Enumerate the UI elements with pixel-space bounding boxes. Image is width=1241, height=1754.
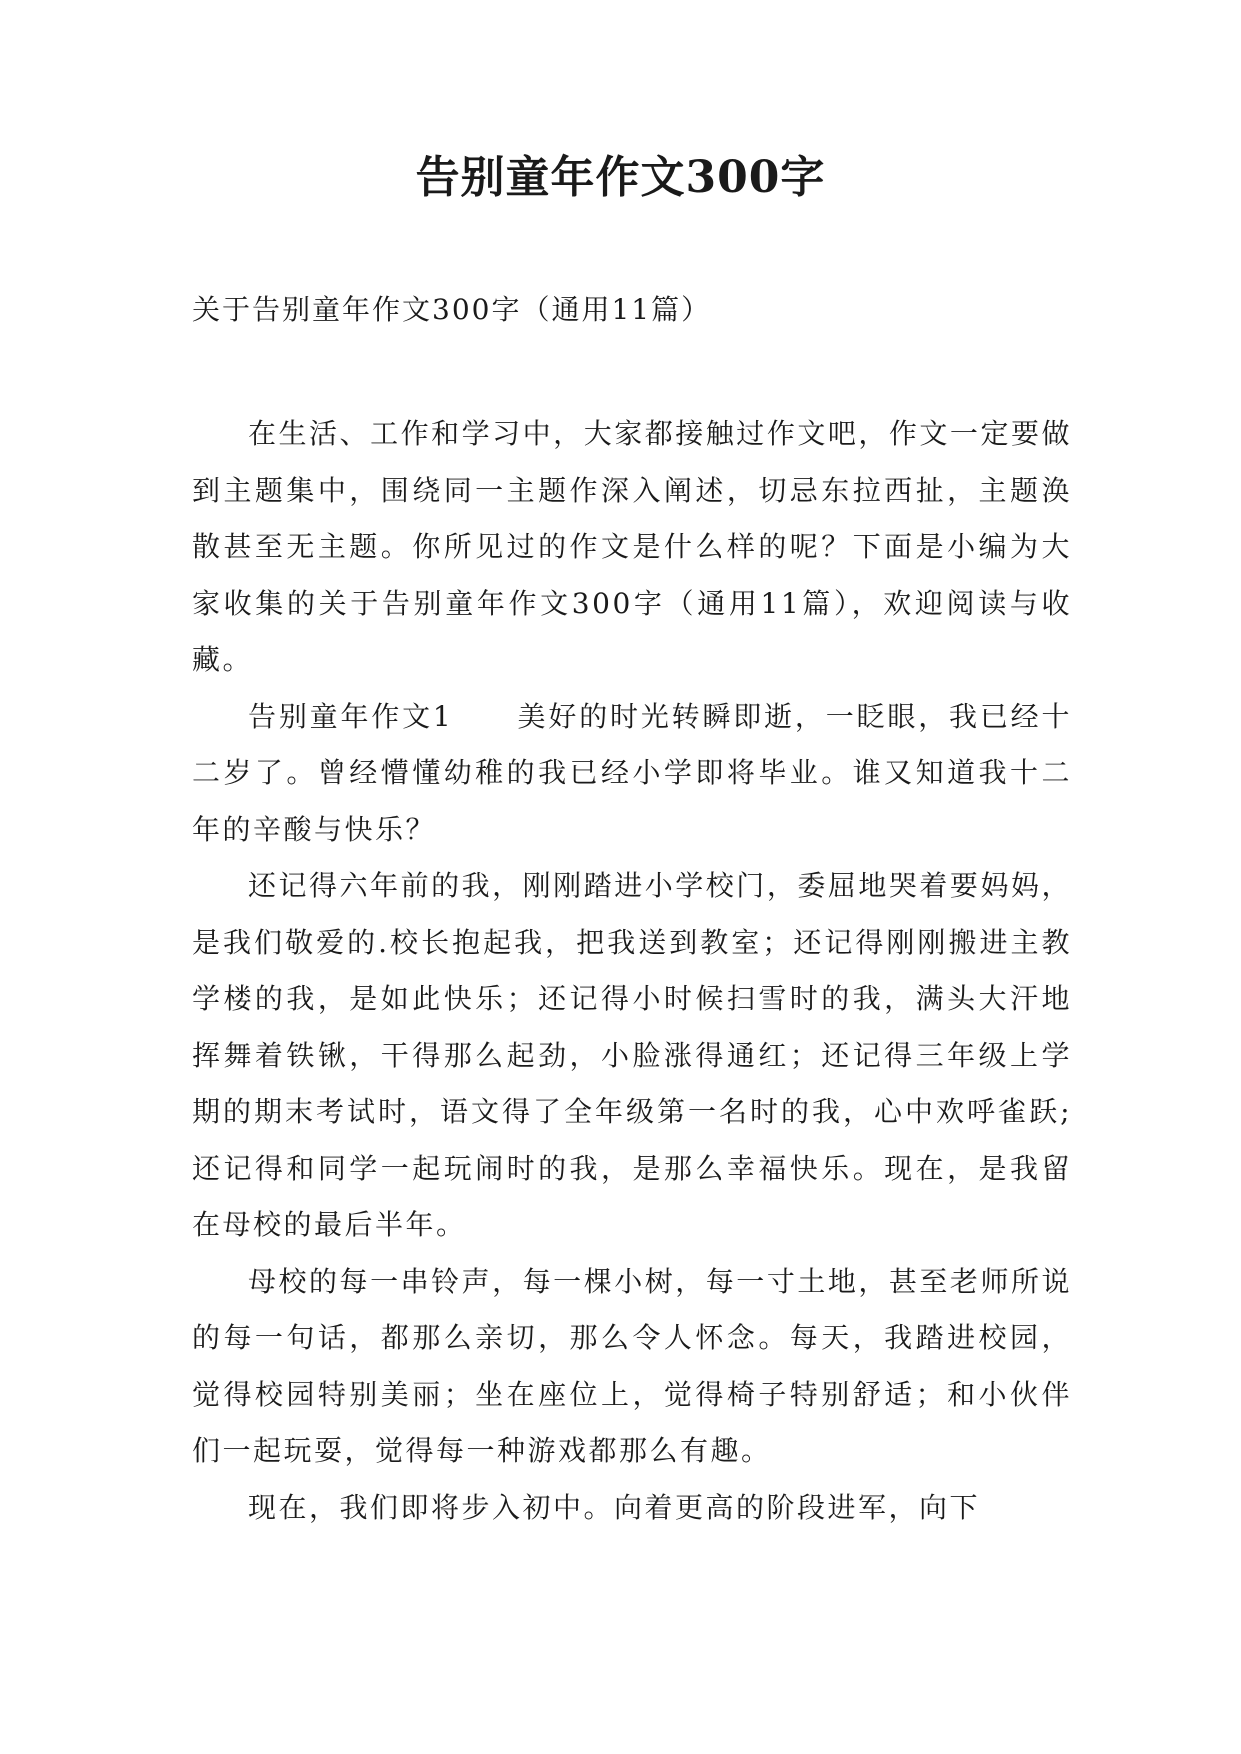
essay-1-heading: 告别童年作文1 [248,699,454,733]
essay-1-paragraph-1 [192,689,1072,859]
essay-1-paragraph-3: 母校的每一串铃声，每一棵小树，每一寸土地，甚至老师所说的每一句话，都那么亲切，那么令人怀念。每天，我踏进校园，觉得校园特别美丽；坐在座位上，觉得椅子特别舒适；和小伙伴们一起玩耍，觉得每一种游戏都那么有趣。 [192,1264,1072,1467]
essay-1-paragraph-2: 还记得六年前的我，刚刚踏进小学校门，委屈地哭着要妈妈，是我们敬爱的.校长抱起我，把我送到教室；还记得刚刚搬进主教学楼的我，是如此快乐；还记得小时候扫雪时的我，满头大汗地挥舞着铁锹，干得那么起劲，小脸涨得通红；还记得三年级上学期的期末考试时，语文得了全年级第一名时的我，心中欢呼雀跃;还记得和同学一起玩闹时的我，是那么幸福快乐。现在，是我留在母校的最后半年。 [192,869,1072,1241]
document-title: 告别童年作文300字 [415,152,826,203]
document-body [192,406,1072,1536]
essay-1-text-1: 美好的时光转瞬即逝，一眨眼，我已经十二岁了。曾经懵懂幼稚的我已经小学即将毕业。谁又知道我十二年的辛酸与快乐？ [192,699,1072,846]
intro-paragraph: 在生活、工作和学习中，大家都接触过作文吧，作文一定要做到主题集中，围绕同一主题作深入阐述，切忌东拉西扯，主题涣散甚至无主题。你所见过的作文是什么样的呢？下面是小编为大家收集的关于告别童年作文300字（通用11篇），欢迎阅读与收藏。 [192,417,1072,676]
document-subtitle: 关于告别童年作文300字（通用11篇） [192,293,712,326]
essay-1-paragraph-4: 现在，我们即将步入初中。向着更高的阶段进军，向下 [248,1490,981,1524]
